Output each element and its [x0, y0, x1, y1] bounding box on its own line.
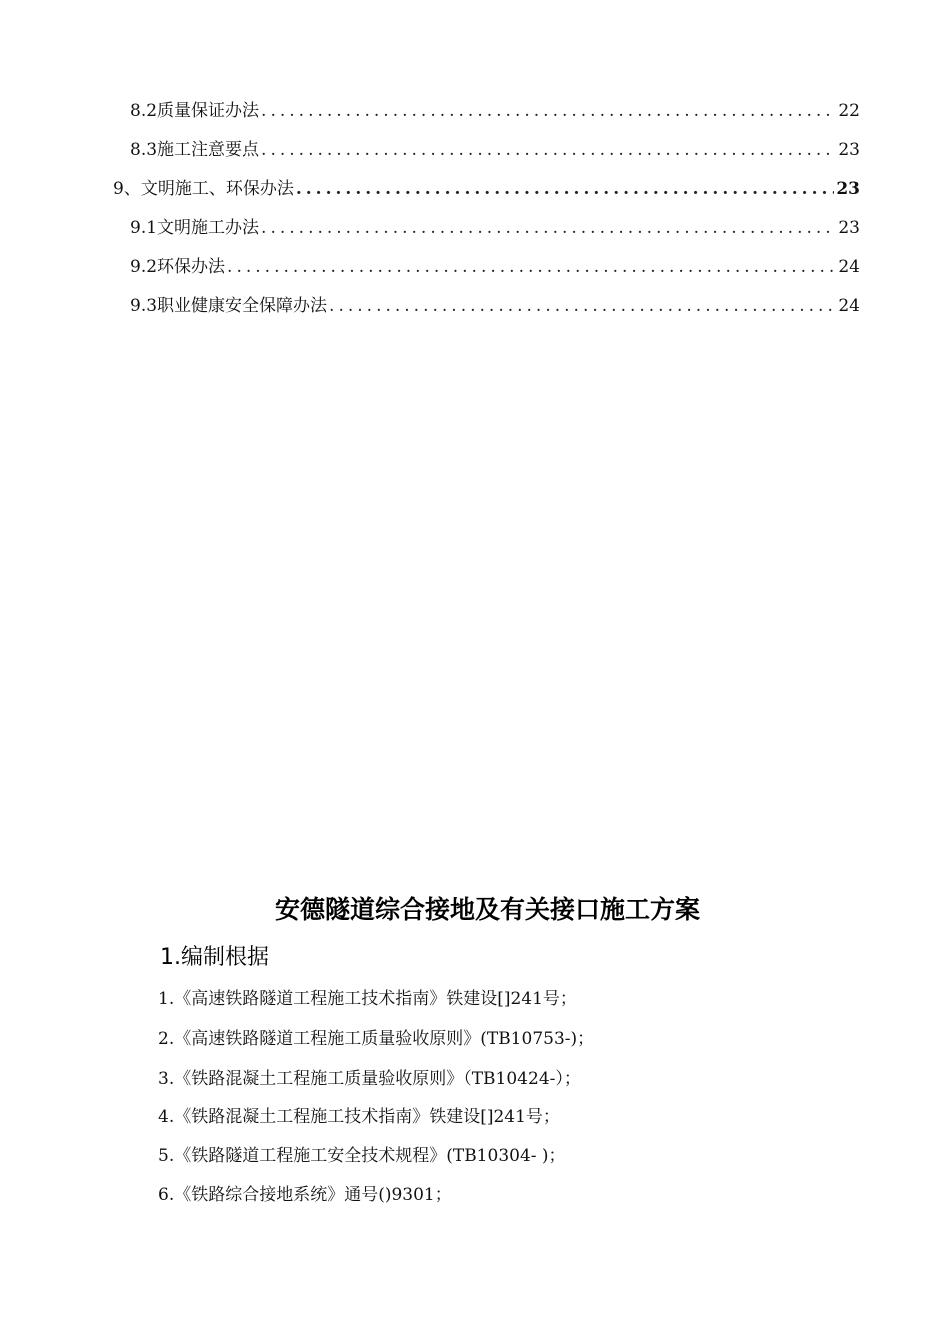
- reference-item: 6.《铁路综合接地系统》通号()9301；: [158, 1185, 452, 1205]
- reference-item: 1.《高速铁路隧道工程施工技术指南》铁建设[]241号；: [158, 989, 577, 1009]
- toc-entry-9-1[interactable]: [130, 213, 860, 239]
- toc-entry-9-3[interactable]: [130, 291, 860, 317]
- toc-entry-9[interactable]: [113, 174, 860, 200]
- document-title: 安德隧道综合接地及有关接口施工方案: [274, 895, 700, 924]
- reference-item: 3.《铁路混凝土工程施工质量验收原则》（TB10424-）；: [158, 1069, 581, 1089]
- toc-dot-leader: [261, 217, 836, 239]
- toc-entry-8-2[interactable]: [130, 96, 860, 122]
- toc-entry-8-3[interactable]: [130, 135, 860, 161]
- toc-page-number: 24: [838, 296, 860, 316]
- toc-dot-leader: [296, 178, 835, 200]
- reference-item: 5.《铁路隧道工程施工安全技术规程》(TB10304- )；: [158, 1146, 566, 1166]
- reference-item: 2.《高速铁路隧道工程施工质量验收原则》(TB10753-)；: [158, 1029, 595, 1049]
- toc-entry-label: 9.2环保办法: [130, 257, 226, 277]
- toc-entry-label: 9.3职业健康安全保障办法: [130, 296, 328, 316]
- toc-entry-label: 9.1文明施工办法: [130, 218, 260, 238]
- toc-dot-leader: [227, 256, 836, 278]
- toc-page-number: 22: [838, 101, 860, 121]
- toc-entry-label: 8.3施工注意要点: [130, 140, 260, 160]
- section-heading: 1.编制根据: [160, 945, 269, 970]
- toc-dot-leader: [329, 295, 836, 317]
- toc-entry-label: 9、文明施工、环保办法: [113, 179, 294, 199]
- toc-page-number: 23: [838, 140, 860, 160]
- reference-item: 4.《铁路混凝土工程施工技术指南》铁建设[]241号；: [158, 1107, 560, 1127]
- toc-page-number: 24: [838, 257, 860, 277]
- toc-dot-leader: [261, 139, 836, 161]
- toc-page-number: 23: [838, 218, 860, 238]
- toc-entry-label: 8.2质量保证办法: [130, 101, 260, 121]
- toc-entry-9-2[interactable]: [130, 252, 860, 278]
- toc-page-number: 23: [836, 179, 860, 199]
- toc-dot-leader: [261, 100, 836, 122]
